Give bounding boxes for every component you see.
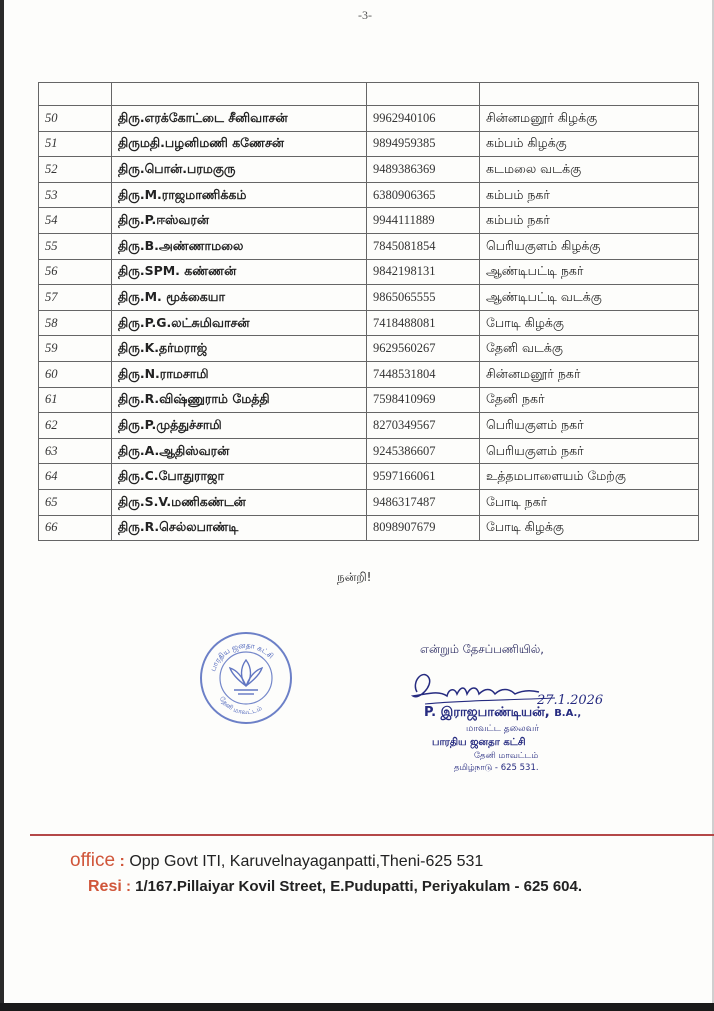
area-cell: கம்பம் நகர் bbox=[480, 208, 699, 234]
name-cell: திரு.எரக்கோட்டை சீனிவாசன் bbox=[112, 106, 367, 132]
serial-number-cell: 61 bbox=[39, 387, 112, 413]
office-label: office bbox=[70, 850, 116, 871]
phone-cell: 9962940106 bbox=[367, 106, 480, 132]
area-cell: பெரியகுளம் நகர் bbox=[480, 413, 699, 439]
phone-cell: 9597166061 bbox=[367, 464, 480, 490]
table-row bbox=[39, 489, 699, 515]
area-cell: போடி கிழக்கு bbox=[480, 515, 699, 541]
name-cell: திரு.B.அண்ணாமலை bbox=[112, 233, 367, 259]
name-cell: திரு.N.ராமசாமி bbox=[112, 361, 367, 387]
name-cell: திரு.M.ராஜமாணிக்கம் bbox=[112, 182, 367, 208]
table-row bbox=[39, 387, 699, 413]
table-row bbox=[39, 361, 699, 387]
closing-text: என்றும் தேசப்பணியில், bbox=[420, 642, 544, 656]
table-row bbox=[39, 208, 699, 234]
table-row bbox=[39, 310, 699, 336]
phone-cell: 7845081854 bbox=[367, 233, 480, 259]
table-row bbox=[39, 413, 699, 439]
header-cell bbox=[367, 83, 480, 106]
resi-text: 1/167.Pillaiyar Kovil Street, E.Pudupatti, Periyakulam - 625 604. bbox=[135, 878, 583, 895]
serial-number-cell: 64 bbox=[39, 464, 112, 490]
office-text: Opp Govt ITI, Karuvelnayaganpatti,Theni-625 531 bbox=[129, 853, 484, 870]
header-cell bbox=[39, 83, 112, 106]
name-cell: திரு.P.முத்துச்சாமி bbox=[112, 413, 367, 439]
area-cell: ஆண்டிபட்டி நகர் bbox=[480, 259, 699, 285]
serial-number-cell: 50 bbox=[39, 106, 112, 132]
phone-cell: 7418488081 bbox=[367, 310, 480, 336]
serial-number-cell: 55 bbox=[39, 233, 112, 259]
signature-date: 27.1.2026 bbox=[537, 693, 604, 708]
area-cell: கடமலை வடக்கு bbox=[480, 157, 699, 183]
office-address bbox=[70, 850, 483, 872]
area-cell: தேனி நகர் bbox=[480, 387, 699, 413]
name-cell: திரு.P.G.லட்சுமிவாசன் bbox=[112, 310, 367, 336]
name-cell: திரு.SPM. கண்ணன் bbox=[112, 259, 367, 285]
phone-cell: 9245386607 bbox=[367, 438, 480, 464]
phone-cell: 9865065555 bbox=[367, 285, 480, 311]
resi-label: Resi bbox=[88, 878, 122, 895]
name-cell: திரு.M. மூக்கையா bbox=[112, 285, 367, 311]
phone-cell: 9486317487 bbox=[367, 489, 480, 515]
serial-number-cell: 57 bbox=[39, 285, 112, 311]
phone-cell: 9944111889 bbox=[367, 208, 480, 234]
signatory-state: தமிழ்நாடு - 625 531. bbox=[454, 763, 539, 773]
serial-number-cell: 58 bbox=[39, 310, 112, 336]
phone-cell: 9842198131 bbox=[367, 259, 480, 285]
name-cell: திரு.A.ஆதிஸ்வரன் bbox=[112, 438, 367, 464]
serial-number-cell: 53 bbox=[39, 182, 112, 208]
seal-bottom-text: தேனி மாவட்டம் bbox=[217, 695, 264, 717]
name-cell: திரு.R.செல்லபாண்டி bbox=[112, 515, 367, 541]
serial-number-cell: 51 bbox=[39, 131, 112, 157]
area-cell: சின்னமனூர் நகர் bbox=[480, 361, 699, 387]
table-row bbox=[39, 438, 699, 464]
office-colon: : bbox=[119, 853, 125, 870]
area-cell: போடி கிழக்கு bbox=[480, 310, 699, 336]
area-cell: உத்தமபாளையம் மேற்கு bbox=[480, 464, 699, 490]
thanks-text: நன்றி! bbox=[337, 570, 372, 584]
table-row bbox=[39, 106, 699, 132]
name-cell: திரு.S.V.மணிகண்டன் bbox=[112, 489, 367, 515]
member-table-body bbox=[39, 83, 699, 541]
phone-cell: 9489386369 bbox=[367, 157, 480, 183]
area-cell: போடி நகர் bbox=[480, 489, 699, 515]
signatory-party: பாரதிய ஜனதா கட்சி bbox=[432, 737, 526, 748]
page-number: -3- bbox=[358, 8, 372, 22]
signatory-name bbox=[424, 705, 581, 721]
table-header-row bbox=[39, 83, 699, 106]
table-row bbox=[39, 259, 699, 285]
serial-number-cell: 65 bbox=[39, 489, 112, 515]
phone-cell: 9894959385 bbox=[367, 131, 480, 157]
name-cell: திரு.P.ஈஸ்வரன் bbox=[112, 208, 367, 234]
phone-cell: 8270349567 bbox=[367, 413, 480, 439]
area-cell: ஆண்டிபட்டி வடக்கு bbox=[480, 285, 699, 311]
phone-cell: 7448531804 bbox=[367, 361, 480, 387]
phone-cell: 9629560267 bbox=[367, 336, 480, 362]
member-table bbox=[38, 82, 699, 541]
header-cell bbox=[480, 83, 699, 106]
name-cell: திரு.பொன்.பரமகுரு bbox=[112, 157, 367, 183]
table-row bbox=[39, 157, 699, 183]
residence-address bbox=[88, 878, 582, 896]
table-row bbox=[39, 285, 699, 311]
serial-number-cell: 62 bbox=[39, 413, 112, 439]
table-row bbox=[39, 182, 699, 208]
left-edge-shadow bbox=[0, 0, 4, 1011]
phone-cell: 7598410969 bbox=[367, 387, 480, 413]
signatory-degree: B.A., bbox=[554, 708, 582, 719]
phone-cell: 6380906365 bbox=[367, 182, 480, 208]
name-cell: திருமதி.பழனிமணி கணேசன் bbox=[112, 131, 367, 157]
header-cell bbox=[112, 83, 367, 106]
table-row bbox=[39, 131, 699, 157]
serial-number-cell: 60 bbox=[39, 361, 112, 387]
signatory-title: மாவட்ட தலைவர் bbox=[466, 724, 539, 734]
serial-number-cell: 54 bbox=[39, 208, 112, 234]
serial-number-cell: 63 bbox=[39, 438, 112, 464]
table-row bbox=[39, 336, 699, 362]
area-cell: தேனி வடக்கு bbox=[480, 336, 699, 362]
area-cell: பெரியகுளம் கிழக்கு bbox=[480, 233, 699, 259]
serial-number-cell: 56 bbox=[39, 259, 112, 285]
table-row bbox=[39, 515, 699, 541]
lotus-icon bbox=[230, 660, 262, 694]
phone-cell: 8098907679 bbox=[367, 515, 480, 541]
table-row bbox=[39, 233, 699, 259]
party-seal bbox=[198, 630, 294, 726]
name-cell: திரு.R.விஷ்ணுராம் மேத்தி bbox=[112, 387, 367, 413]
seal-top-text: பாரதிய ஜனதா கட்சி bbox=[208, 640, 276, 673]
area-cell: கம்பம் நகர் bbox=[480, 182, 699, 208]
name-cell: திரு.C.போதுராஜா bbox=[112, 464, 367, 490]
signatory-district: தேனி மாவட்டம் bbox=[474, 751, 539, 761]
serial-number-cell: 59 bbox=[39, 336, 112, 362]
area-cell: கம்பம் கிழக்கு bbox=[480, 131, 699, 157]
table-row bbox=[39, 464, 699, 490]
signatory-name-text: P. இராஜபாண்டியன், bbox=[424, 705, 550, 720]
area-cell: பெரியகுளம் நகர் bbox=[480, 438, 699, 464]
name-cell: திரு.K.தர்மராஜ் bbox=[112, 336, 367, 362]
area-cell: சின்னமனூர் கிழக்கு bbox=[480, 106, 699, 132]
serial-number-cell: 52 bbox=[39, 157, 112, 183]
footer-divider bbox=[30, 834, 714, 836]
resi-colon: : bbox=[125, 878, 131, 895]
svg-text:தேனி மாவட்டம் bbox=[218, 695, 264, 716]
bottom-edge-shadow bbox=[0, 1003, 714, 1011]
serial-number-cell: 66 bbox=[39, 515, 112, 541]
